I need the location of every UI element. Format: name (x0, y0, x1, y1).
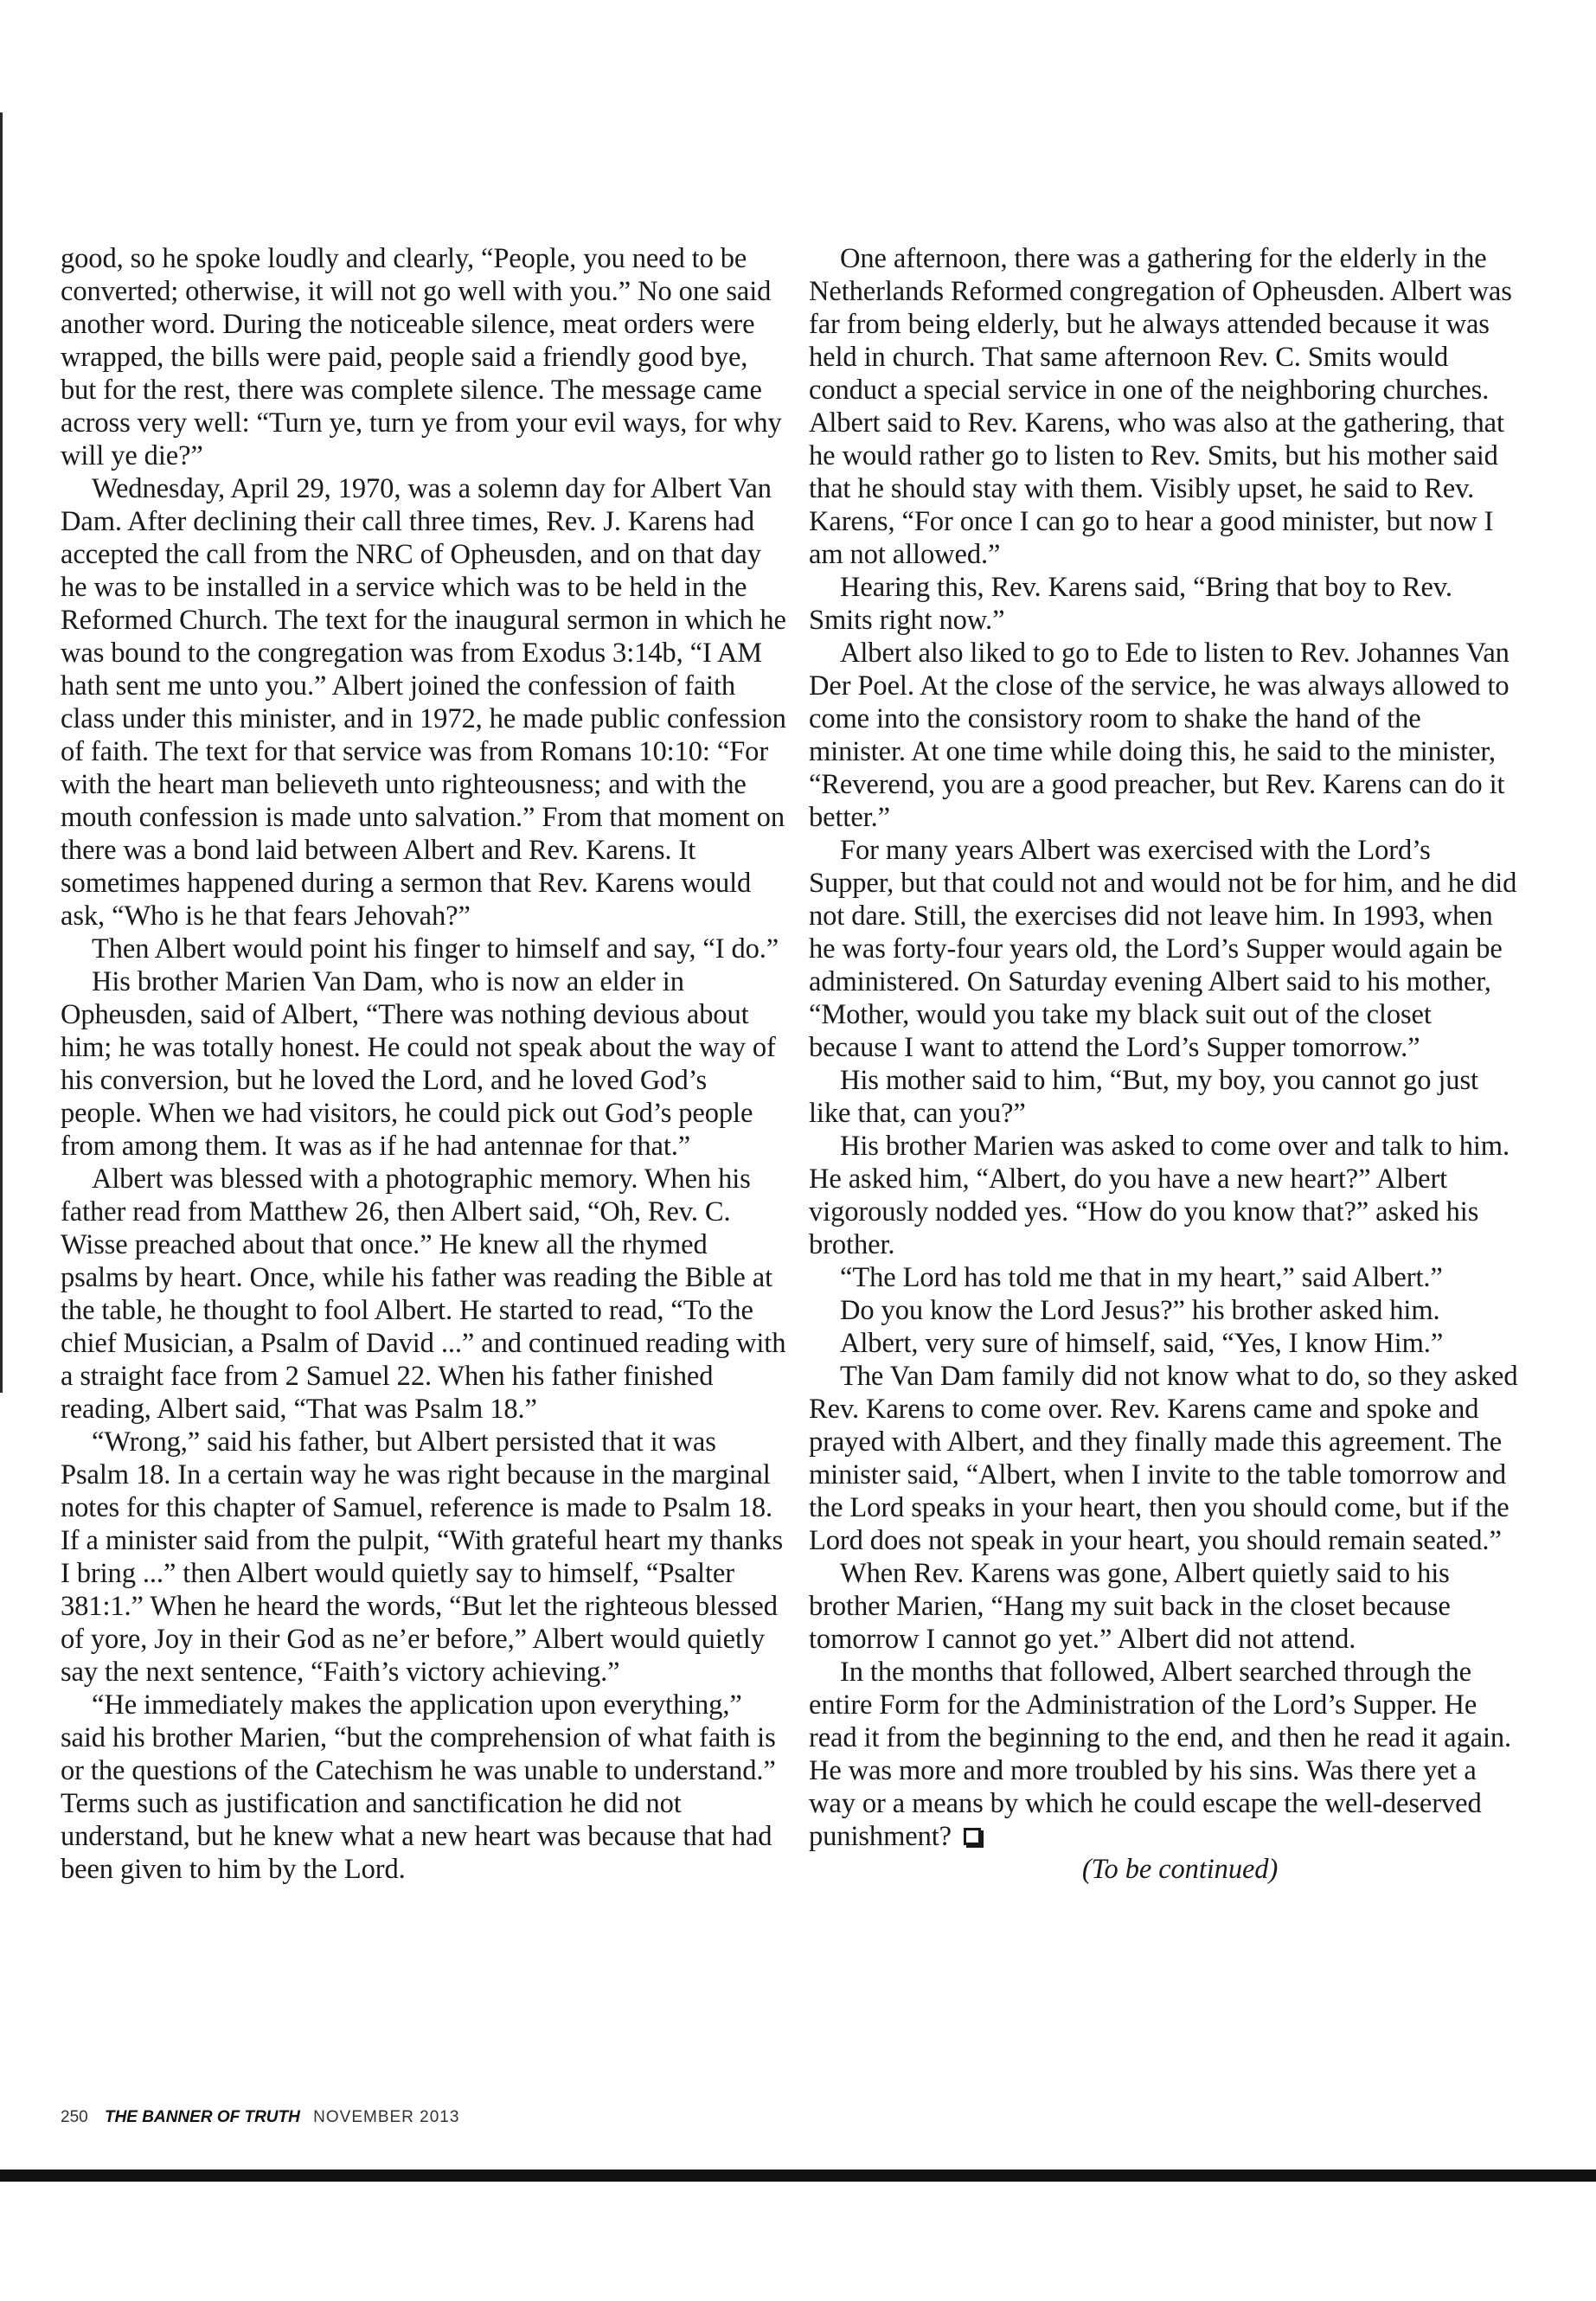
paragraph: His brother Marien was asked to come over and talk to him. He asked him, “Albert, do you have a new heart?” Albert vigorously nodded yes. “How do you know that?” asked his brother. (809, 1131, 1509, 1260)
scan-edge-rule (0, 112, 3, 1393)
paragraph: Then Albert would point his finger to himself and say, “I do.” (92, 933, 779, 965)
paragraph: good, so he spoke loudly and clearly, “People, you need to be converted; otherwise, it will not go well with you.” No one said another word. During the noticeable silence, meat orders were wrapped, the bills were paid, people said a friendly good bye, but for the rest, there was complete silence. The message came across very well: “Turn ye, turn ye from your evil ways, for why will ye die?” (61, 243, 782, 471)
paragraph: Albert was blessed with a photographic memory. When his father read from Matthew 26, then Albert said, “Oh, Rev. C. Wisse preached about that once.” He knew all the rhymed psalms by heart. Once, while his father was reading the Bible at the table, he thought to fool Albert. He started to read, “To the chief Musician, a Psalm of David ...” and continued reading with a straight face from 2 Samuel 22. When his father finished reading, Albert said, “That was Psalm 18.” (61, 1163, 786, 1425)
paragraph: When Rev. Karens was gone, Albert quietly said to his brother Marien, “Hang my suit back in the closet because tomorrow I cannot go yet.” Albert did not attend. (809, 1558, 1451, 1655)
publication-name: THE BANNER OF TRUTH (104, 2108, 300, 2126)
paragraph: “He immediately makes the application upon everything,” said his brother Marien, “but the comprehension of what faith is or the questions of the Catechism he was unable to understand.” Terms such as justification and sanctification he did not understand, but he knew what a new heart was because that had been given to him by the Lord. (61, 1689, 776, 1885)
paragraph: “The Lord has told me that in my heart,” said Albert.” (840, 1262, 1443, 1293)
paragraph: His brother Marien Van Dam, who is now an elder in Opheusden, said of Albert, “There was nothing devious about him; he was totally honest. He could not speak about the way of his conversion, but he loved the Lord, and he loved God’s people. When we had visitors, he could pick out God’s people from among them. It was as if he had antennae for that.” (61, 966, 776, 1162)
issue-date: NOVEMBER 2013 (313, 2108, 460, 2126)
paragraph: One afternoon, there was a gathering for the elderly in the Netherlands Reformed congregation of Opheusden. Albert was far from being elderly, but he always attended because it was held in church. That same afternoon Rev. C. Smits would conduct a special service in one of the neighboring churches. Albert said to Rev. Karens, who was also at the gathering, that he would rather go to listen to Rev. Smits, but his mother said that he should stay with them. Visibly upset, he said to Rev. Karens, “For once I can go to hear a good minister, but now I am not allowed.” (809, 243, 1512, 570)
end-of-article-icon (964, 1828, 981, 1845)
to-be-continued: (To be continued) (1081, 1854, 1279, 1885)
scan-bottom-bar (0, 2170, 1596, 2182)
paragraph: His mother said to him, “But, my boy, you cannot go just like that, can you?” (809, 1065, 1478, 1129)
page-number: 250 (61, 2108, 88, 2126)
paragraph: Hearing this, Rev. Karens said, “Bring that boy to Rev. Smits right now.” (809, 572, 1452, 636)
paragraph: For many years Albert was exercised with the Lord’s Supper, but that could not and would not be for him, and he did not dare. Still, the exercises did not leave him. In 1993, when he was forty-four years old, the Lord’s Supper would again be administered. On Saturday evening Albert said to his mother, “Mother, would you take my black suit out of the closet because I want to attend the Lord’s Supper tomorrow.” (809, 835, 1517, 1063)
final-paragraph-text: In the months that followed, Albert searched through the entire Form for the Administration of the Lord’s Supper. He read it from the beginning to the end, and then he read it again. He was more and more troubled by his sins. Was there yet a way or a means by which he could escape the well-deserved punishment? (809, 1657, 1512, 1852)
article-column-right (809, 242, 1520, 1886)
paragraph: Do you know the Lord Jesus?” his brother asked him. (840, 1295, 1440, 1326)
article-column-left (61, 242, 787, 1886)
final-paragraph (809, 1656, 1520, 1853)
paragraph: “Wrong,” said his father, but Albert persisted that it was Psalm 18. In a certain way he was right because in the marginal notes for this chapter of Samuel, reference is made to Psalm 18. If a minister said from the pulpit, “With grateful heart my thanks I bring ...” then Albert would quietly say to himself, “Psalter 381:1.” When he heard the words, “But let the righteous blessed of yore, Joy in their God as ne’er before,” Albert would quietly say the next sentence, “Faith’s victory achieving.” (61, 1426, 784, 1688)
paragraph: Wednesday, April 29, 1970, was a solemn day for Albert Van Dam. After declining their call three times, Rev. J. Karens had accepted the call from the NRC of Opheusden, and on that day he was to be installed in a service which was to be held in the Reformed Church. The text for the inaugural sermon in which he was bound to the congregation was from Exodus 3:14b, “I AM hath sent me unto you.” Albert joined the confession of faith class under this minister, and in 1972, he made public confession of faith. The text for that service was from Romans 10:10: “For with the heart man believeth unto righteousness; and with the mouth confession is made unto salvation.” From that moment on there was a bond laid between Albert and Rev. Karens. It sometimes happened during a sermon that Rev. Karens would ask, “Who is he that fears Jehovah?” (61, 473, 786, 932)
paragraph: Albert also liked to go to Ede to listen to Rev. Johannes Van Der Poel. At the close of the service, he was always allowed to come into the consistory room to shake the hand of the minister. At one time while doing this, he said to the minister, “Reverend, you are a good preacher, but Rev. Karens can do it better.” (809, 638, 1509, 833)
paragraph: The Van Dam family did not know what to do, so they asked Rev. Karens to come over. Rev. Karens came and spoke and prayed with Albert, and they finally made this agreement. The minister said, “Albert, when I invite to the table tomorrow and the Lord speaks in your heart, then you should come, but if the Lord does not speak in your heart, you should remain seated.” (809, 1361, 1518, 1556)
page-footer (61, 2108, 459, 2127)
paragraph: Albert, very sure of himself, said, “Yes, I know Him.” (840, 1328, 1444, 1359)
